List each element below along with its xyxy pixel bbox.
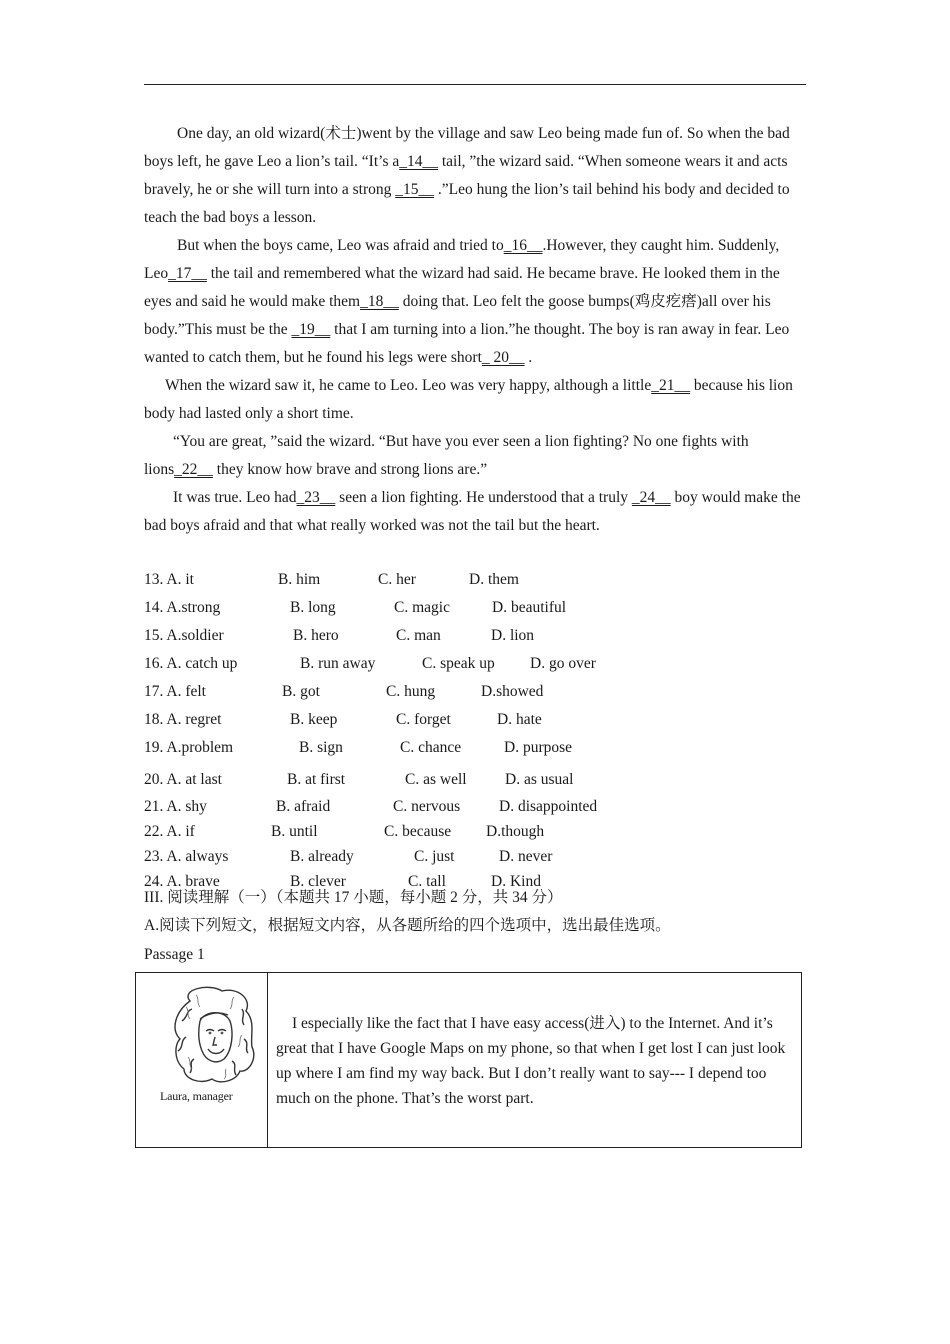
text: they know how brave and strong lions are.” xyxy=(212,461,488,478)
option-b: B. at first xyxy=(287,771,346,788)
question-list xyxy=(144,566,806,894)
portrait-caption: Laura, manager xyxy=(160,1089,233,1103)
option-a: 19. A.problem xyxy=(144,739,234,756)
option-c: C. forget xyxy=(396,711,451,728)
text: .However, they caught him. Suddenly, Leo xyxy=(144,237,780,282)
portrait-image xyxy=(160,981,266,1101)
option-c: C. man xyxy=(396,627,441,644)
question-20 xyxy=(144,762,806,794)
option-a: 23. A. always xyxy=(144,848,229,865)
option-a: 21. A. shy xyxy=(144,798,207,815)
woman-portrait-icon xyxy=(160,981,266,1093)
paragraph-2 xyxy=(144,232,806,372)
text: tail, ”the wizard said. “When someone wears it and acts bravely, he or she will turn into a strong xyxy=(144,153,788,198)
testimonial-paragraph: I especially like the fact that I have easy access(进入) to the Internet. And it’s great that I have Google Maps on my phone, so that when I get lost I can just look up where I am find my way back. But I don’t really want to say--- I depend too much on the phone. That’s the worst part. xyxy=(276,1015,786,1107)
blank-15: _15__ xyxy=(395,181,434,198)
blank-18: _18__ xyxy=(360,293,399,310)
option-c: C. nervous xyxy=(393,798,461,815)
option-b: B. got xyxy=(282,683,320,700)
option-b: B. keep xyxy=(290,711,338,728)
question-19 xyxy=(144,734,806,762)
text: “You are great, ”said the wizard. “But have you ever seen a lion fighting? No one fights with lions xyxy=(144,433,749,478)
text: But when the boys came, Leo was afraid and tried to xyxy=(177,237,504,254)
paragraph-4 xyxy=(144,428,806,484)
blank-14: _14__ xyxy=(399,153,438,170)
text: One day, an old wizard(术士)went by the village and saw Leo being made fun of. So when the bad boys left, he gave Leo a lion’s tail. “It’s a xyxy=(144,125,790,170)
paragraph-1 xyxy=(144,120,806,232)
option-d: D. lion xyxy=(491,627,535,644)
question-13 xyxy=(144,566,806,594)
option-b: B. him xyxy=(278,571,321,588)
option-b: B. long xyxy=(290,599,336,616)
option-c: C. chance xyxy=(400,739,462,756)
blank-23: _23__ xyxy=(296,489,336,506)
option-b: B. run away xyxy=(300,655,376,672)
option-c: C. tall xyxy=(408,873,446,890)
option-d: D. go over xyxy=(530,655,596,672)
text: . xyxy=(524,349,533,366)
option-a: 17. A. felt xyxy=(144,683,206,700)
section-instruction: A.阅读下列短文，根据短文内容，从各题所给的四个选项中，选出最佳选项。 xyxy=(144,917,671,934)
header-rule xyxy=(144,84,806,85)
option-c: C. her xyxy=(378,571,416,588)
text: When the wizard saw it, he came to Leo. Leo was very happy, although a little xyxy=(165,377,652,394)
option-b: B. sign xyxy=(299,739,343,756)
text: It was true. Leo had xyxy=(173,489,297,506)
option-d: D. hate xyxy=(497,711,542,728)
passage-1-table xyxy=(135,972,802,1148)
option-a: 24. A. brave xyxy=(144,873,220,890)
text: because his lion body had lasted only a short time. xyxy=(144,377,793,422)
option-d: D. Kind xyxy=(491,873,541,890)
option-d: D. purpose xyxy=(504,739,573,756)
question-18 xyxy=(144,706,806,734)
option-a: 14. A.strong xyxy=(144,599,221,616)
option-c: C. as well xyxy=(405,771,467,788)
option-a: 16. A. catch up xyxy=(144,655,238,672)
option-c: C. just xyxy=(414,848,455,865)
testimonial-text xyxy=(276,1011,796,1111)
option-c: C. speak up xyxy=(422,655,495,672)
question-16 xyxy=(144,650,806,678)
passage-label: Passage 1 xyxy=(144,946,205,963)
option-c: C. hung xyxy=(386,683,436,700)
option-d: D. beautiful xyxy=(492,599,567,616)
option-a: 20. A. at last xyxy=(144,771,222,788)
text: the tail and remembered what the wizard had said. He became brave. He looked them in the eyes and said he would make them xyxy=(144,265,780,310)
option-b: B. already xyxy=(290,848,354,865)
option-d: D. them xyxy=(469,571,519,588)
blank-21: _21__ xyxy=(651,377,690,394)
option-a: 13. A. it xyxy=(144,571,194,588)
question-15 xyxy=(144,622,806,650)
option-a: 22. A. if xyxy=(144,823,195,840)
option-c: C. magic xyxy=(394,599,450,616)
text: doing that. Leo felt the goose bumps(鸡皮疙瘩)all over his body.”This must be the xyxy=(144,293,771,338)
text: .”Leo hung the lion’s tail behind his body and decided to teach the bad boys a lesson. xyxy=(144,181,790,226)
table-divider xyxy=(267,973,268,1147)
blank-22: _22__ xyxy=(174,461,213,478)
paragraph-5 xyxy=(144,484,806,540)
option-d: D. never xyxy=(499,848,553,865)
blank-20: _ 20__ xyxy=(481,349,525,366)
option-d: D. as usual xyxy=(505,771,574,788)
option-b: B. afraid xyxy=(276,798,331,815)
text: boy would make the bad boys afraid and that what really worked was not the tail but the heart. xyxy=(144,489,801,534)
option-b: B. clever xyxy=(290,873,346,890)
option-b: B. hero xyxy=(293,627,339,644)
blank-19: _19__ xyxy=(291,321,331,338)
option-d: D.showed xyxy=(481,683,544,700)
option-b: B. until xyxy=(271,823,318,840)
paragraph-3 xyxy=(144,372,806,428)
blank-24: _24__ xyxy=(631,489,671,506)
blank-17: _17__ xyxy=(168,265,207,282)
text: that I am turning into a lion.”he thought. The boy is ran away in fear. Leo wanted to catch them, but he found his legs were short xyxy=(144,321,790,366)
blank-16: _16__ xyxy=(503,237,543,254)
question-17 xyxy=(144,678,806,706)
option-c: C. because xyxy=(384,823,452,840)
question-21 xyxy=(144,794,806,819)
text: seen a lion fighting. He understood that a truly xyxy=(335,489,632,506)
option-a: 18. A. regret xyxy=(144,711,222,728)
question-22 xyxy=(144,819,806,844)
option-d: D. disappointed xyxy=(499,798,598,815)
cloze-passage xyxy=(144,120,806,540)
question-23 xyxy=(144,844,806,869)
option-d: D.though xyxy=(486,823,545,840)
section-heading: III. 阅读理解（一）（本题共 17 小题，每小题 2 分，共 34 分） xyxy=(144,889,563,906)
option-a: 15. A.soldier xyxy=(144,627,224,644)
question-14 xyxy=(144,594,806,622)
